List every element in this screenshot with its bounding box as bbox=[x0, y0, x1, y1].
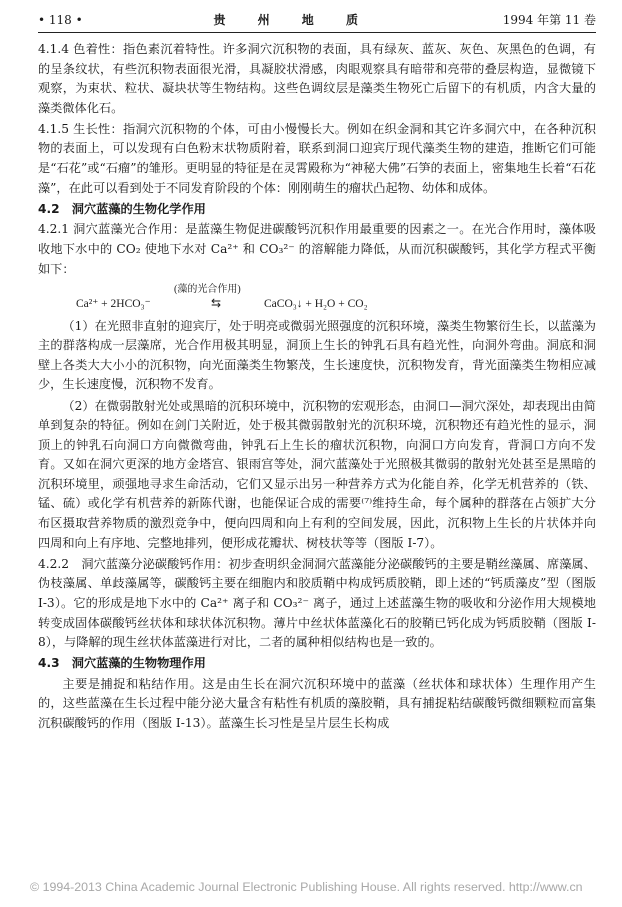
paragraph-item-1: （1）在光照非直射的迎宾厅，处于明亮或微弱光照强度的沉积环境，藻类生物繁衍生长，以蓝藻为主的群落构成一层藻席，光合作用极其明显，洞顶上生长的钟乳石具有趋光性，向洞外弯曲。洞底和洞壁上各类大大小小的沉积物，向光面藻类生物繁茂，生长速度快，沉积物发育，背光面藻类生物相应减少，生长速度慢，沉积物不发育。 bbox=[38, 318, 596, 392]
paragraph-item-2: （2）在微弱散射光处或黑暗的沉积环境中，沉积物的宏观形态，由洞口—洞穴深处，却表现出由简单到复杂的特征。例如在剑门关附近，处于极其微弱散射光的沉积环境，沉积物还有趋光性的显示，洞顶上的钟乳石向洞口方向微微弯曲，钟乳石上生长的瘤状沉积物，向洞口方向发育，背洞口方向不发育。又如在洞穴更深的地方金塔宫、银雨宫等处，洞穴蓝藻处于光照极其微弱的散射光处甚至是黑暗的沉积环境里，顽强地寻求生命活动，它们又显示出另一种营养方式为化能自养，化学无机营养的（铁、锰、硫）或化学有机营养的新陈代谢，也能保证合成的需要⁽⁷⁾维持生命，每个属种的群落在占领扩大分布区摄取营养物质的激烈竞争中，便向四周和向上有利的空间发展，因此，沉积物上生长的片状体并向四周和向上有序地、完整地排列，便形成花瓣状、树枝状等等（图版 I-7）。 bbox=[38, 398, 596, 550]
running-header bbox=[38, 12, 596, 33]
paragraph-4-2-2: 4.2.2 洞穴蓝藻分泌碳酸钙作用：初步查明织金洞洞穴蓝藻能分泌碳酸钙的主要是鞘丝藻属、席藻属、伪枝藻属、单歧藻属等，碳酸钙主要在细胞内和胶质鞘中构成钙质胶鞘，即上述的“钙质藻皮”型（图版 I-3）。它的形成是地下水中的 Ca²⁺ 离子和 CO₃²⁻ 离子，通过上述蓝藻生物的吸收和分泌作用大规模地转变成固体碳酸钙丝状体和球状体沉积物。薄片中丝状体蓝藻化石的胶鞘已钙化成为钙质胶鞘（图版 I-8），与降解的现生丝状体蓝藻进行对比，二者的属种相似结构也是一致的。 bbox=[38, 556, 596, 650]
page-number: • 118 • bbox=[38, 13, 83, 27]
paragraph-4-1-4: 4.1.4 色着性：指色素沉着特性。许多洞穴沉积物的表面，具有绿灰、蓝灰、灰色、灰黑色的色调，有的呈条纹状，有些沉积物表面很光滑，具凝胶状滑感，肉眼观察具有暗带和亮带的叠层构造，显微镜下观察，为束状、粒状、凝块状等生物结构。这些色调纹层是藻类生物死亡后留下的有机质，内含大量的藻类微体化石。 bbox=[38, 42, 596, 115]
equation-products: CaCO₃↓ + H₂O + CO₂ bbox=[264, 297, 368, 310]
issue-info: 1994 年第 11 卷 bbox=[502, 13, 596, 27]
article-body bbox=[38, 40, 596, 735]
equilibrium-arrow-icon: ⇆ bbox=[211, 295, 222, 310]
equation-reactants: Ca²⁺ + 2HCO₃⁻ bbox=[76, 297, 151, 310]
journal-title: 贵 州 地 质 bbox=[213, 13, 372, 27]
copyright-footer: © 1994-2013 China Academic Journal Electronic Publishing House. All rights reserved. http://www.cn bbox=[30, 880, 583, 894]
paragraph-4-3: 主要是捕捉和粘结作用。这是由生长在洞穴沉积环境中的蓝藻（丝状体和球状体）生理作用产生的，这些蓝藻在生长过程中能分泌大量含有粘性有机质的藻胶鞘，具有捕捉粘结碳酸钙微细颗粒而富集沉积碳酸钙的作用（图版 I-13）。蓝藻生长习性是呈片层生长构成 bbox=[38, 676, 596, 730]
section-heading-4-2: 4.2 洞穴蓝藻的生物化学作用 bbox=[38, 201, 206, 216]
paragraph-4-1-5: 4.1.5 生长性：指洞穴沉积物的个体，可由小慢慢长大。例如在织金洞和其它许多洞穴中，在各种沉积物的表面上，可以发现有白色粉末状物质附着，联系到洞口迎宾厅现代藻类生物的建造，推断它们可能是“石花”或“石瘤”的雏形。更明显的特征是在灵霄殿称为“神秘大佛”石笋的表面上，密集地生长着“石花藻”，在此可以看到处于不同发育阶段的个体：刚刚萌生的瘤状凸起物、幼体和成体。 bbox=[38, 121, 596, 195]
chemical-equation bbox=[38, 281, 596, 315]
section-heading-4-3: 4.3 洞穴蓝藻的生物物理作用 bbox=[38, 656, 206, 671]
equation-condition: (藻的光合作用) bbox=[174, 283, 241, 295]
paragraph-4-2-1: 4.2.1 洞穴蓝藻光合作用：是蓝藻生物促进碳酸钙沉积作用最重要的因素之一。在光合作用时，藻体吸收地下水中的 CO₂ 使地下水对 Ca²⁺ 和 CO₃²⁻ 的溶解能力降低，从而沉积碳酸钙，其化学方程式平衡如下： bbox=[38, 222, 596, 276]
